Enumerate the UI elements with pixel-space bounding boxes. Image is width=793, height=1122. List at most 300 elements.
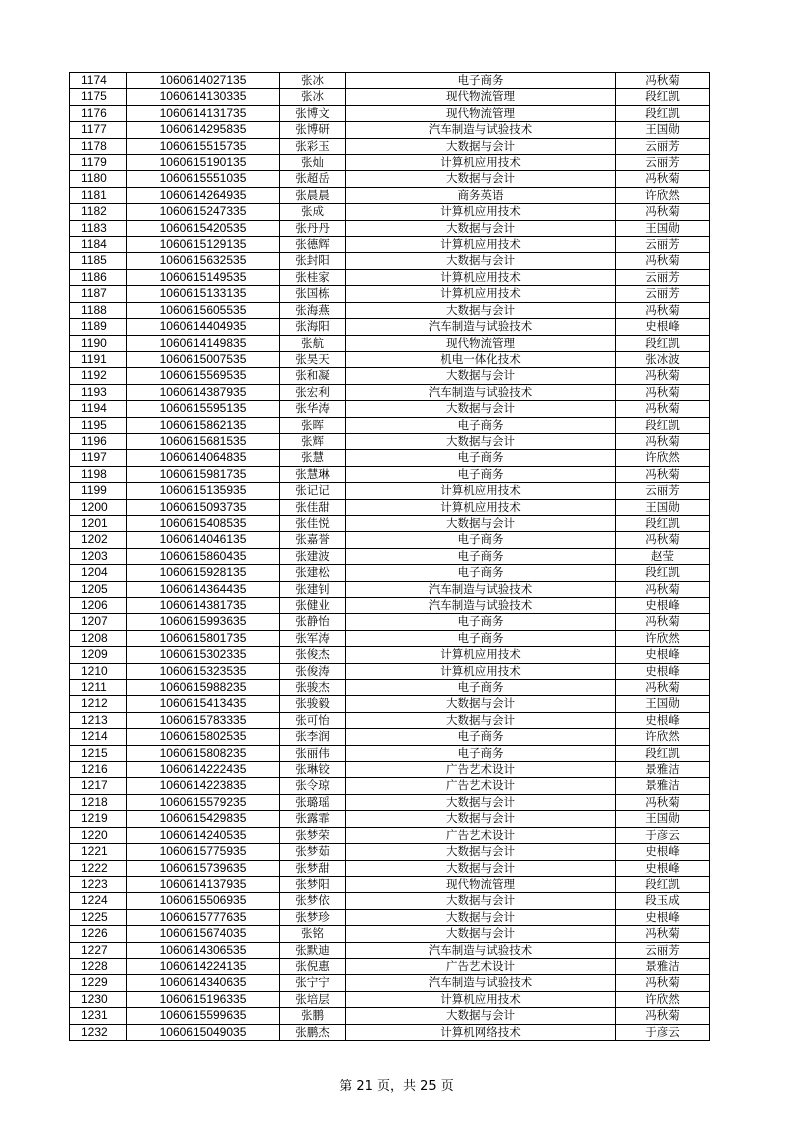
student-id-cell: 1060614131735 bbox=[127, 105, 280, 121]
teacher-cell: 冯秋菊 bbox=[616, 401, 710, 417]
teacher-cell: 云丽芳 bbox=[616, 155, 710, 171]
major-cell: 计算机应用技术 bbox=[346, 269, 616, 285]
student-name-cell: 张封阳 bbox=[280, 253, 346, 269]
teacher-cell: 王国勋 bbox=[616, 811, 710, 827]
row-number-cell: 1192 bbox=[70, 368, 127, 384]
major-cell: 大数据与会计 bbox=[346, 401, 616, 417]
major-cell: 计算机应用技术 bbox=[346, 499, 616, 515]
major-cell: 大数据与会计 bbox=[346, 1008, 616, 1024]
major-cell: 大数据与会计 bbox=[346, 909, 616, 925]
row-number-cell: 1221 bbox=[70, 844, 127, 860]
row-number-cell: 1196 bbox=[70, 433, 127, 449]
table-row bbox=[70, 187, 710, 203]
major-cell: 计算机应用技术 bbox=[346, 237, 616, 253]
table-row bbox=[70, 565, 710, 581]
table-row bbox=[70, 237, 710, 253]
student-name-cell: 张培层 bbox=[280, 991, 346, 1007]
table-row bbox=[70, 433, 710, 449]
teacher-cell: 云丽芳 bbox=[616, 138, 710, 154]
student-name-cell: 张德辉 bbox=[280, 237, 346, 253]
teacher-cell: 史根峰 bbox=[616, 598, 710, 614]
student-id-cell: 1060615429835 bbox=[127, 811, 280, 827]
student-name-cell: 张海燕 bbox=[280, 302, 346, 318]
teacher-cell: 冯秋菊 bbox=[616, 466, 710, 482]
student-id-cell: 1060614224135 bbox=[127, 958, 280, 974]
table-row bbox=[70, 319, 710, 335]
table-row bbox=[70, 942, 710, 958]
teacher-cell: 冯秋菊 bbox=[616, 532, 710, 548]
student-name-cell: 张梦茹 bbox=[280, 844, 346, 860]
teacher-cell: 王国勋 bbox=[616, 499, 710, 515]
table-row bbox=[70, 384, 710, 400]
student-id-cell: 1060615196335 bbox=[127, 991, 280, 1007]
row-number-cell: 1230 bbox=[70, 991, 127, 1007]
student-id-cell: 1060615862135 bbox=[127, 417, 280, 433]
student-id-cell: 1060614387935 bbox=[127, 384, 280, 400]
student-name-cell: 张俊杰 bbox=[280, 647, 346, 663]
table-row bbox=[70, 598, 710, 614]
student-id-cell: 1060614223835 bbox=[127, 778, 280, 794]
table-row bbox=[70, 122, 710, 138]
student-id-cell: 1060614149835 bbox=[127, 335, 280, 351]
major-cell: 电子商务 bbox=[346, 630, 616, 646]
table-row bbox=[70, 811, 710, 827]
teacher-cell: 段红凯 bbox=[616, 565, 710, 581]
student-id-cell: 1060615739635 bbox=[127, 860, 280, 876]
student-id-cell: 1060615579235 bbox=[127, 794, 280, 810]
student-name-cell: 张梦珍 bbox=[280, 909, 346, 925]
major-cell: 计算机应用技术 bbox=[346, 647, 616, 663]
student-name-cell: 张冰 bbox=[280, 89, 346, 105]
teacher-cell: 景雅洁 bbox=[616, 778, 710, 794]
teacher-cell: 云丽芳 bbox=[616, 237, 710, 253]
table-row bbox=[70, 1024, 710, 1040]
row-number-cell: 1180 bbox=[70, 171, 127, 187]
row-number-cell: 1189 bbox=[70, 319, 127, 335]
student-name-cell: 张彩玉 bbox=[280, 138, 346, 154]
student-name-cell: 张健业 bbox=[280, 598, 346, 614]
student-id-cell: 1060615988235 bbox=[127, 680, 280, 696]
row-number-cell: 1174 bbox=[70, 73, 127, 89]
student-name-cell: 张俊涛 bbox=[280, 663, 346, 679]
teacher-cell: 冯秋菊 bbox=[616, 433, 710, 449]
row-number-cell: 1232 bbox=[70, 1024, 127, 1040]
row-number-cell: 1181 bbox=[70, 187, 127, 203]
student-id-cell: 1060615551035 bbox=[127, 171, 280, 187]
student-id-cell: 1060615247335 bbox=[127, 204, 280, 220]
teacher-cell: 段红凯 bbox=[616, 335, 710, 351]
major-cell: 广告艺术设计 bbox=[346, 958, 616, 974]
row-number-cell: 1185 bbox=[70, 253, 127, 269]
major-cell: 计算机网络技术 bbox=[346, 1024, 616, 1040]
row-number-cell: 1212 bbox=[70, 696, 127, 712]
table-row bbox=[70, 827, 710, 843]
major-cell: 计算机应用技术 bbox=[346, 991, 616, 1007]
student-name-cell: 张骏毅 bbox=[280, 696, 346, 712]
major-cell: 现代物流管理 bbox=[346, 335, 616, 351]
major-cell: 电子商务 bbox=[346, 73, 616, 89]
student-id-cell: 1060615595135 bbox=[127, 401, 280, 417]
table-row bbox=[70, 532, 710, 548]
table-row bbox=[70, 712, 710, 728]
row-number-cell: 1210 bbox=[70, 663, 127, 679]
teacher-cell: 于彦云 bbox=[616, 827, 710, 843]
row-number-cell: 1199 bbox=[70, 483, 127, 499]
student-id-cell: 1060615775935 bbox=[127, 844, 280, 860]
major-cell: 大数据与会计 bbox=[346, 138, 616, 154]
table-row bbox=[70, 860, 710, 876]
student-name-cell: 张李润 bbox=[280, 729, 346, 745]
student-id-cell: 1060614306535 bbox=[127, 942, 280, 958]
row-number-cell: 1218 bbox=[70, 794, 127, 810]
teacher-cell: 冯秋菊 bbox=[616, 680, 710, 696]
page-footer: 第 21 页，共 25 页 bbox=[339, 1079, 454, 1094]
teacher-cell: 许欣然 bbox=[616, 729, 710, 745]
table-row bbox=[70, 138, 710, 154]
row-number-cell: 1191 bbox=[70, 351, 127, 367]
major-cell: 计算机应用技术 bbox=[346, 483, 616, 499]
row-number-cell: 1209 bbox=[70, 647, 127, 663]
major-cell: 电子商务 bbox=[346, 417, 616, 433]
student-id-cell: 1060615674035 bbox=[127, 926, 280, 942]
teacher-cell: 景雅洁 bbox=[616, 762, 710, 778]
row-number-cell: 1193 bbox=[70, 384, 127, 400]
teacher-cell: 冯秋菊 bbox=[616, 253, 710, 269]
teacher-cell: 许欣然 bbox=[616, 991, 710, 1007]
student-id-cell: 1060614222435 bbox=[127, 762, 280, 778]
table-row bbox=[70, 696, 710, 712]
student-name-cell: 张宏利 bbox=[280, 384, 346, 400]
student-id-cell: 1060615408535 bbox=[127, 515, 280, 531]
row-number-cell: 1214 bbox=[70, 729, 127, 745]
row-number-cell: 1194 bbox=[70, 401, 127, 417]
major-cell: 电子商务 bbox=[346, 565, 616, 581]
row-number-cell: 1177 bbox=[70, 122, 127, 138]
row-number-cell: 1205 bbox=[70, 581, 127, 597]
row-number-cell: 1182 bbox=[70, 204, 127, 220]
student-name-cell: 张辉 bbox=[280, 433, 346, 449]
table-row bbox=[70, 73, 710, 89]
student-name-cell: 张灿 bbox=[280, 155, 346, 171]
table-row bbox=[70, 417, 710, 433]
table-row bbox=[70, 515, 710, 531]
row-number-cell: 1231 bbox=[70, 1008, 127, 1024]
student-name-cell: 张琳铰 bbox=[280, 762, 346, 778]
student-name-cell: 张昊天 bbox=[280, 351, 346, 367]
major-cell: 大数据与会计 bbox=[346, 794, 616, 810]
student-id-cell: 1060615007535 bbox=[127, 351, 280, 367]
row-number-cell: 1224 bbox=[70, 893, 127, 909]
student-name-cell: 张静怡 bbox=[280, 614, 346, 630]
major-cell: 大数据与会计 bbox=[346, 253, 616, 269]
row-number-cell: 1183 bbox=[70, 220, 127, 236]
major-cell: 计算机应用技术 bbox=[346, 663, 616, 679]
major-cell: 机电一体化技术 bbox=[346, 351, 616, 367]
row-number-cell: 1186 bbox=[70, 269, 127, 285]
student-id-cell: 1060614264935 bbox=[127, 187, 280, 203]
row-number-cell: 1179 bbox=[70, 155, 127, 171]
teacher-cell: 冯秋菊 bbox=[616, 204, 710, 220]
table-row bbox=[70, 499, 710, 515]
major-cell: 电子商务 bbox=[346, 729, 616, 745]
row-number-cell: 1213 bbox=[70, 712, 127, 728]
teacher-cell: 于彦云 bbox=[616, 1024, 710, 1040]
table-row bbox=[70, 1008, 710, 1024]
table-row bbox=[70, 647, 710, 663]
student-id-cell: 1060615133135 bbox=[127, 286, 280, 302]
table-row bbox=[70, 762, 710, 778]
teacher-cell: 史根峰 bbox=[616, 663, 710, 679]
major-cell: 电子商务 bbox=[346, 614, 616, 630]
student-name-cell: 张晖 bbox=[280, 417, 346, 433]
row-number-cell: 1220 bbox=[70, 827, 127, 843]
student-id-cell: 1060614137935 bbox=[127, 876, 280, 892]
table-row bbox=[70, 89, 710, 105]
student-name-cell: 张建波 bbox=[280, 548, 346, 564]
row-number-cell: 1207 bbox=[70, 614, 127, 630]
student-id-cell: 1060615928135 bbox=[127, 565, 280, 581]
major-cell: 大数据与会计 bbox=[346, 712, 616, 728]
student-id-cell: 1060615569535 bbox=[127, 368, 280, 384]
student-id-cell: 1060614130335 bbox=[127, 89, 280, 105]
row-number-cell: 1215 bbox=[70, 745, 127, 761]
major-cell: 汽车制造与试验技术 bbox=[346, 581, 616, 597]
major-cell: 汽车制造与试验技术 bbox=[346, 122, 616, 138]
teacher-cell: 冯秋菊 bbox=[616, 384, 710, 400]
student-id-cell: 1060614295835 bbox=[127, 122, 280, 138]
major-cell: 汽车制造与试验技术 bbox=[346, 319, 616, 335]
student-id-cell: 1060615981735 bbox=[127, 466, 280, 482]
student-name-cell: 张慧 bbox=[280, 450, 346, 466]
student-name-cell: 张倪惠 bbox=[280, 958, 346, 974]
table-row bbox=[70, 909, 710, 925]
table-row bbox=[70, 253, 710, 269]
table-row bbox=[70, 893, 710, 909]
major-cell: 现代物流管理 bbox=[346, 876, 616, 892]
table-row bbox=[70, 269, 710, 285]
teacher-cell: 段玉成 bbox=[616, 893, 710, 909]
teacher-cell: 史根峰 bbox=[616, 319, 710, 335]
major-cell: 大数据与会计 bbox=[346, 433, 616, 449]
student-name-cell: 张鹏杰 bbox=[280, 1024, 346, 1040]
teacher-cell: 云丽芳 bbox=[616, 286, 710, 302]
student-name-cell: 张丽伟 bbox=[280, 745, 346, 761]
teacher-cell: 史根峰 bbox=[616, 844, 710, 860]
row-number-cell: 1175 bbox=[70, 89, 127, 105]
table-row bbox=[70, 958, 710, 974]
row-number-cell: 1225 bbox=[70, 909, 127, 925]
major-cell: 大数据与会计 bbox=[346, 844, 616, 860]
major-cell: 汽车制造与试验技术 bbox=[346, 384, 616, 400]
table-row bbox=[70, 105, 710, 121]
student-name-cell: 张梦荣 bbox=[280, 827, 346, 843]
student-name-cell: 张骏杰 bbox=[280, 680, 346, 696]
teacher-cell: 冯秋菊 bbox=[616, 1008, 710, 1024]
student-name-cell: 张成 bbox=[280, 204, 346, 220]
student-id-cell: 1060614404935 bbox=[127, 319, 280, 335]
table-row bbox=[70, 680, 710, 696]
table-row bbox=[70, 630, 710, 646]
row-number-cell: 1226 bbox=[70, 926, 127, 942]
student-id-cell: 1060615860435 bbox=[127, 548, 280, 564]
student-id-cell: 1060615135935 bbox=[127, 483, 280, 499]
teacher-cell: 史根峰 bbox=[616, 712, 710, 728]
table-row bbox=[70, 466, 710, 482]
student-name-cell: 张梦甜 bbox=[280, 860, 346, 876]
student-id-cell: 1060615681535 bbox=[127, 433, 280, 449]
major-cell: 广告艺术设计 bbox=[346, 827, 616, 843]
row-number-cell: 1198 bbox=[70, 466, 127, 482]
major-cell: 汽车制造与试验技术 bbox=[346, 598, 616, 614]
row-number-cell: 1184 bbox=[70, 237, 127, 253]
student-name-cell: 张佳悦 bbox=[280, 515, 346, 531]
table-row bbox=[70, 975, 710, 991]
student-name-cell: 张慧琳 bbox=[280, 466, 346, 482]
row-number-cell: 1229 bbox=[70, 975, 127, 991]
major-cell: 大数据与会计 bbox=[346, 302, 616, 318]
student-name-cell: 张建松 bbox=[280, 565, 346, 581]
student-name-cell: 张璐瑶 bbox=[280, 794, 346, 810]
student-name-cell: 张冰 bbox=[280, 73, 346, 89]
row-number-cell: 1211 bbox=[70, 680, 127, 696]
student-name-cell: 张国栋 bbox=[280, 286, 346, 302]
teacher-cell: 许欣然 bbox=[616, 187, 710, 203]
student-name-cell: 张铭 bbox=[280, 926, 346, 942]
table-row bbox=[70, 450, 710, 466]
major-cell: 大数据与会计 bbox=[346, 171, 616, 187]
student-name-cell: 张华涛 bbox=[280, 401, 346, 417]
major-cell: 大数据与会计 bbox=[346, 811, 616, 827]
student-name-cell: 张佳甜 bbox=[280, 499, 346, 515]
student-name-cell: 张桂家 bbox=[280, 269, 346, 285]
student-id-cell: 1060615777635 bbox=[127, 909, 280, 925]
student-name-cell: 张梦依 bbox=[280, 893, 346, 909]
row-number-cell: 1223 bbox=[70, 876, 127, 892]
student-name-cell: 张博研 bbox=[280, 122, 346, 138]
major-cell: 电子商务 bbox=[346, 680, 616, 696]
teacher-cell: 云丽芳 bbox=[616, 942, 710, 958]
major-cell: 大数据与会计 bbox=[346, 893, 616, 909]
row-number-cell: 1188 bbox=[70, 302, 127, 318]
student-id-cell: 1060614340635 bbox=[127, 975, 280, 991]
teacher-cell: 云丽芳 bbox=[616, 269, 710, 285]
table-row bbox=[70, 155, 710, 171]
row-number-cell: 1228 bbox=[70, 958, 127, 974]
student-id-cell: 1060614240535 bbox=[127, 827, 280, 843]
student-id-cell: 1060615599635 bbox=[127, 1008, 280, 1024]
teacher-cell: 王国勋 bbox=[616, 220, 710, 236]
student-id-cell: 1060615605535 bbox=[127, 302, 280, 318]
student-name-cell: 张可怡 bbox=[280, 712, 346, 728]
student-name-cell: 张鹏 bbox=[280, 1008, 346, 1024]
teacher-cell: 史根峰 bbox=[616, 909, 710, 925]
student-name-cell: 张航 bbox=[280, 335, 346, 351]
table-row bbox=[70, 548, 710, 564]
student-id-cell: 1060615506935 bbox=[127, 893, 280, 909]
student-id-cell: 1060614027135 bbox=[127, 73, 280, 89]
student-id-cell: 1060614046135 bbox=[127, 532, 280, 548]
student-id-cell: 1060615413435 bbox=[127, 696, 280, 712]
table-row bbox=[70, 844, 710, 860]
row-number-cell: 1222 bbox=[70, 860, 127, 876]
major-cell: 广告艺术设计 bbox=[346, 778, 616, 794]
teacher-cell: 段红凯 bbox=[616, 515, 710, 531]
student-name-cell: 张博文 bbox=[280, 105, 346, 121]
major-cell: 计算机应用技术 bbox=[346, 204, 616, 220]
teacher-cell: 景雅洁 bbox=[616, 958, 710, 974]
teacher-cell: 史根峰 bbox=[616, 860, 710, 876]
major-cell: 现代物流管理 bbox=[346, 89, 616, 105]
student-id-cell: 1060615801735 bbox=[127, 630, 280, 646]
table-row bbox=[70, 926, 710, 942]
row-number-cell: 1197 bbox=[70, 450, 127, 466]
teacher-cell: 赵莹 bbox=[616, 548, 710, 564]
table-row bbox=[70, 204, 710, 220]
major-cell: 现代物流管理 bbox=[346, 105, 616, 121]
student-name-cell: 张默迪 bbox=[280, 942, 346, 958]
row-number-cell: 1195 bbox=[70, 417, 127, 433]
table-row bbox=[70, 778, 710, 794]
table-row bbox=[70, 302, 710, 318]
row-number-cell: 1206 bbox=[70, 598, 127, 614]
teacher-cell: 段红凯 bbox=[616, 89, 710, 105]
student-id-cell: 1060615515735 bbox=[127, 138, 280, 154]
row-number-cell: 1201 bbox=[70, 515, 127, 531]
student-name-cell: 张令琼 bbox=[280, 778, 346, 794]
major-cell: 大数据与会计 bbox=[346, 860, 616, 876]
student-name-cell: 张军涛 bbox=[280, 630, 346, 646]
table-row bbox=[70, 335, 710, 351]
row-number-cell: 1217 bbox=[70, 778, 127, 794]
student-name-cell: 张晨晨 bbox=[280, 187, 346, 203]
row-number-cell: 1202 bbox=[70, 532, 127, 548]
student-id-cell: 1060615093735 bbox=[127, 499, 280, 515]
roster-table bbox=[69, 72, 710, 1041]
student-id-cell: 1060615302335 bbox=[127, 647, 280, 663]
student-id-cell: 1060614064835 bbox=[127, 450, 280, 466]
student-id-cell: 1060615420535 bbox=[127, 220, 280, 236]
row-number-cell: 1200 bbox=[70, 499, 127, 515]
student-name-cell: 张超岳 bbox=[280, 171, 346, 187]
teacher-cell: 段红凯 bbox=[616, 876, 710, 892]
teacher-cell: 冯秋菊 bbox=[616, 302, 710, 318]
major-cell: 大数据与会计 bbox=[346, 368, 616, 384]
table-row bbox=[70, 614, 710, 630]
teacher-cell: 段红凯 bbox=[616, 745, 710, 761]
major-cell: 汽车制造与试验技术 bbox=[346, 975, 616, 991]
student-id-cell: 1060615049035 bbox=[127, 1024, 280, 1040]
student-name-cell: 张丹丹 bbox=[280, 220, 346, 236]
student-name-cell: 张嘉誉 bbox=[280, 532, 346, 548]
table-row bbox=[70, 351, 710, 367]
table-row bbox=[70, 220, 710, 236]
major-cell: 计算机应用技术 bbox=[346, 286, 616, 302]
student-name-cell: 张梦阳 bbox=[280, 876, 346, 892]
teacher-cell: 史根峰 bbox=[616, 647, 710, 663]
row-number-cell: 1204 bbox=[70, 565, 127, 581]
student-name-cell: 张建钊 bbox=[280, 581, 346, 597]
row-number-cell: 1219 bbox=[70, 811, 127, 827]
major-cell: 商务英语 bbox=[346, 187, 616, 203]
table-row bbox=[70, 991, 710, 1007]
teacher-cell: 冯秋菊 bbox=[616, 581, 710, 597]
roster-body bbox=[70, 73, 710, 1041]
student-name-cell: 张海阳 bbox=[280, 319, 346, 335]
student-id-cell: 1060615129135 bbox=[127, 237, 280, 253]
student-name-cell: 张记记 bbox=[280, 483, 346, 499]
teacher-cell: 冯秋菊 bbox=[616, 926, 710, 942]
student-name-cell: 张露霏 bbox=[280, 811, 346, 827]
